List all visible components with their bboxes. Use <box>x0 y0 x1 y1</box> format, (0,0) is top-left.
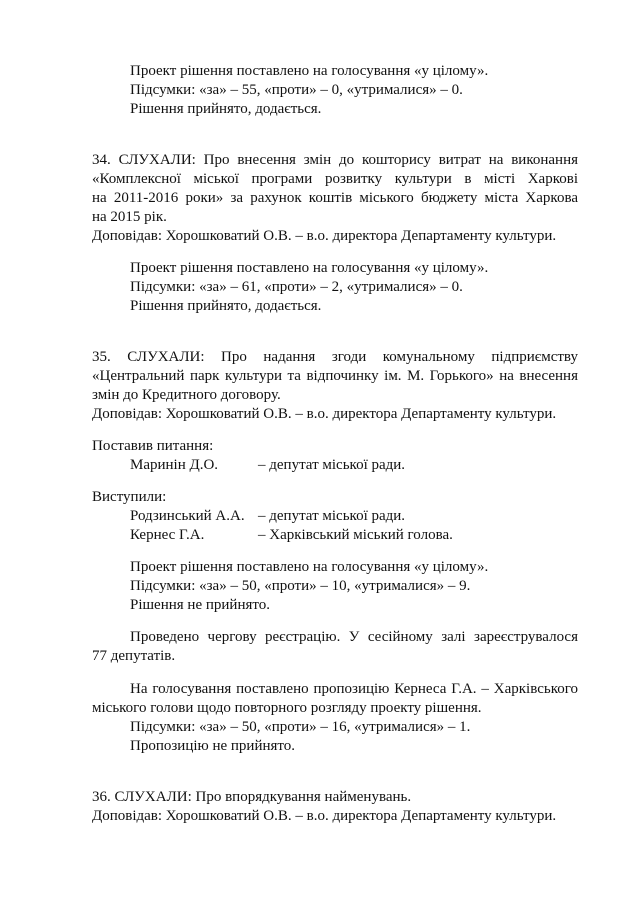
item-34-vote-line: Проект рішення поставлено на голосування «у цілому». <box>130 260 489 276</box>
proposal-line1-wrap <box>130 680 578 699</box>
item-35-decision: Рішення не прийнято. <box>130 597 270 613</box>
speakers-label: Виступили: <box>92 489 167 505</box>
item-34-speaker: Доповідав: Хорошковатий О.В. – в.о. директора Департаменту культури. <box>92 228 557 244</box>
vote-results: Підсумки: «за» – 55, «проти» – 0, «утрималися» – 0. <box>130 82 463 98</box>
question-name: Маринін Д.О. <box>130 457 219 473</box>
speaker1-role: – депутат міської ради. <box>258 508 406 524</box>
proposal-line1: На голосування поставлено пропозицію Кернеса Г.А. – Харківського <box>130 681 578 697</box>
item-34-decision: Рішення прийнято, додається. <box>130 298 322 314</box>
item-35-line3: змін до Кредитного договору. <box>92 387 281 403</box>
item-36-heading: 36. СЛУХАЛИ: Про впорядкування найменувань. <box>92 789 412 805</box>
question-role: – депутат міської ради. <box>258 457 406 473</box>
decision-text: Рішення прийнято, додається. <box>130 101 322 117</box>
item-34-line2-wrap <box>92 170 578 189</box>
vote-line: Проект рішення поставлено на голосування «у цілому». <box>130 63 489 79</box>
item-34-line3: на 2011-2016 роки» за рахунок коштів міського бюджету міста Харкова <box>92 190 578 206</box>
registration-line1-wrap <box>130 628 578 647</box>
item-34-heading <box>92 151 578 170</box>
proposal-decision: Пропозицію не прийнято. <box>130 738 296 754</box>
registration-line2: 77 депутатів. <box>92 648 176 664</box>
speaker1-name: Родзинський А.А. <box>130 508 245 524</box>
question-label: Поставив питання: <box>92 438 214 454</box>
item-34-line1: 34. СЛУХАЛИ: Про внесення змін до кошторису витрат на виконання <box>92 152 578 168</box>
item-35-speaker: Доповідав: Хорошковатий О.В. – в.о. директора Департаменту культури. <box>92 406 557 422</box>
item-35-vote-line: Проект рішення поставлено на голосування «у цілому». <box>130 559 489 575</box>
speaker2-name: Кернес Г.А. <box>130 527 205 543</box>
item-35-vote-results: Підсумки: «за» – 50, «проти» – 10, «утрималися» – 9. <box>130 578 471 594</box>
item-36-speaker: Доповідав: Хорошковатий О.В. – в.о. директора Департаменту культури. <box>92 808 557 824</box>
item-34-line2: «Комплексної міської програми розвитку культури в місті Харкові <box>92 171 578 187</box>
item-35-line1-wrap <box>92 348 578 367</box>
item-34-line4: на 2015 рік. <box>92 209 167 225</box>
item-35-line1: 35. СЛУХАЛИ: Про надання згоди комунальному підприємству <box>92 349 578 365</box>
item-34-vote-results: Підсумки: «за» – 61, «проти» – 2, «утрималися» – 0. <box>130 279 463 295</box>
proposal-line2: міського голови щодо повторного розгляду проекту рішення. <box>92 700 482 716</box>
item-34-line3-wrap <box>92 189 578 208</box>
registration-line1: Проведено чергову реєстрацію. У сесійному залі зареєструвалося <box>130 629 578 645</box>
speaker2-role: – Харківський міський голова. <box>258 527 453 543</box>
item-35-line2: «Центральний парк культури та відпочинку ім. М. Горького» на внесення <box>92 368 578 384</box>
proposal-results: Підсумки: «за» – 50, «проти» – 16, «утрималися» – 1. <box>130 719 471 735</box>
item-35-line2-wrap <box>92 367 578 386</box>
